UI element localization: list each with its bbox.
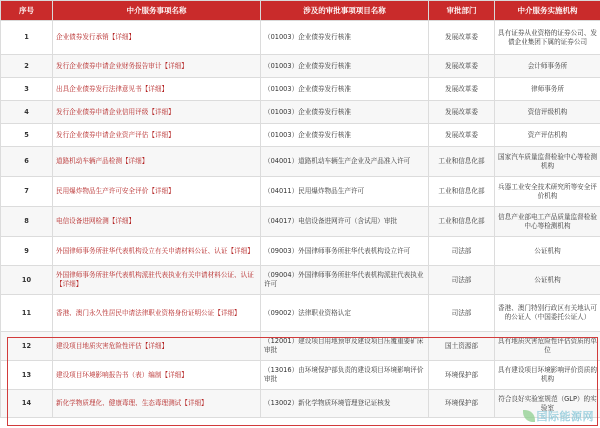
row-number: 6 bbox=[1, 147, 53, 177]
service-name-link[interactable]: 香港、澳门永久性居民申请法律职业资格身份证明公证 bbox=[56, 308, 215, 317]
row-number: 9 bbox=[1, 237, 53, 266]
approval-item: （09002）法律职业资格认定 bbox=[261, 295, 429, 332]
leaf-icon bbox=[523, 410, 535, 422]
row-number: 4 bbox=[1, 101, 53, 124]
service-name-cell bbox=[53, 147, 261, 177]
service-name-link[interactable]: 新化学物质理化、健康毒理、生态毒理测试 bbox=[56, 399, 182, 407]
table-header-row bbox=[1, 1, 600, 21]
approval-item: （01003）企业债券发行核准 bbox=[261, 78, 429, 101]
row-number: 11 bbox=[1, 295, 53, 332]
approval-item: （01003）企业债券发行核准 bbox=[261, 55, 429, 78]
watermark bbox=[523, 408, 595, 424]
department: 工业和信息化部 bbox=[429, 207, 495, 237]
agency: 资产评估机构 bbox=[495, 124, 600, 147]
approval-item: （04011）民用爆炸物品生产许可 bbox=[261, 177, 429, 207]
agency: 公证机构 bbox=[495, 266, 600, 295]
approval-item: （01003）企业债券发行核准 bbox=[261, 21, 429, 55]
service-name-cell bbox=[53, 295, 261, 332]
detail-link[interactable]: 【详细】 bbox=[141, 341, 169, 350]
detail-link[interactable]: 【详细】 bbox=[214, 308, 241, 317]
approval-item: （09003）外国律师事务所驻华代表机构设立许可 bbox=[261, 237, 429, 266]
agency: 信息产业部电工产品质量监督检验中心等检测机构 bbox=[495, 207, 600, 237]
department: 司法部 bbox=[429, 237, 495, 266]
table-row bbox=[1, 55, 600, 78]
service-name-link[interactable]: 企业债券发行承销 bbox=[56, 33, 109, 41]
department: 环境保护部 bbox=[429, 390, 495, 418]
detail-link[interactable]: 【详细】 bbox=[148, 130, 175, 139]
service-name-link[interactable]: 发行企业债券申请企业信用评级 bbox=[56, 107, 149, 116]
detail-link[interactable]: 【详细】 bbox=[141, 84, 169, 93]
service-name-link[interactable]: 外国律师事务所驻华代表机构设立有关申请材料公证、认证 bbox=[56, 246, 228, 255]
table-row bbox=[1, 21, 600, 55]
table-row bbox=[1, 147, 600, 177]
service-name-cell bbox=[53, 55, 261, 78]
agency: 资信评级机构 bbox=[495, 101, 600, 124]
department: 发展改革委 bbox=[429, 21, 495, 55]
row-number: 2 bbox=[1, 55, 53, 78]
service-name-cell bbox=[53, 361, 261, 390]
detail-link[interactable]: 【详细】 bbox=[56, 280, 83, 288]
header-service-name: 中介服务事项名称 bbox=[53, 1, 261, 21]
approval-item: （12001）建设项目用地预审及建设项目压覆重要矿床审批 bbox=[261, 332, 429, 361]
approval-item: （04017）电信设备进网许可（含试用）审批 bbox=[261, 207, 429, 237]
table-row bbox=[1, 332, 600, 361]
service-name-link[interactable]: 道路机动车辆产品检测 bbox=[56, 157, 122, 165]
service-name-cell bbox=[53, 101, 261, 124]
department: 环境保护部 bbox=[429, 361, 495, 390]
approval-item: （13016）由环境保护部负责的建设项目环境影响评价审批 bbox=[261, 361, 429, 390]
table-row bbox=[1, 207, 600, 237]
table-row bbox=[1, 177, 600, 207]
detail-link[interactable]: 【详细】 bbox=[108, 217, 136, 225]
agency: 具有建设项目环境影响评价资质的机构 bbox=[495, 361, 600, 390]
service-name-cell bbox=[53, 78, 261, 101]
department: 工业和信息化部 bbox=[429, 147, 495, 177]
agency: 国家汽车质量监督检验中心等检测机构 bbox=[495, 147, 600, 177]
service-name-link[interactable]: 电信设备进网检测 bbox=[56, 217, 109, 225]
approval-item: （09004）外国律师事务所驻华代表机构派驻代表执业许可 bbox=[261, 266, 429, 295]
row-number: 14 bbox=[1, 390, 53, 418]
service-name-cell bbox=[53, 177, 261, 207]
table-row bbox=[1, 78, 600, 101]
service-name-cell bbox=[53, 390, 261, 418]
detail-link[interactable]: 【详细】 bbox=[161, 370, 188, 379]
detail-link[interactable]: 【详细】 bbox=[181, 399, 208, 407]
department: 司法部 bbox=[429, 295, 495, 332]
service-name-cell bbox=[53, 332, 261, 361]
detail-link[interactable]: 【详细】 bbox=[148, 187, 175, 195]
row-number: 13 bbox=[1, 361, 53, 390]
department: 发展改革委 bbox=[429, 124, 495, 147]
service-name-cell bbox=[53, 124, 261, 147]
department: 发展改革委 bbox=[429, 55, 495, 78]
agency: 兵器工业安全技术研究所等安全评价机构 bbox=[495, 177, 600, 207]
header-no: 序号 bbox=[1, 1, 53, 21]
row-number: 3 bbox=[1, 78, 53, 101]
agency: 具有证券从业资格的证券公司、发债企业集团下属的证券公司 bbox=[495, 21, 600, 55]
service-name-link[interactable]: 发行企业债券申请企业财务报告审计 bbox=[56, 61, 162, 70]
detail-link[interactable]: 【详细】 bbox=[227, 246, 254, 255]
detail-link[interactable]: 【详细】 bbox=[121, 157, 149, 165]
service-name-link[interactable]: 民用爆炸物品生产许可安全评价 bbox=[56, 187, 149, 195]
detail-link[interactable]: 【详细】 bbox=[148, 107, 175, 116]
table-row bbox=[1, 295, 600, 332]
service-name-cell bbox=[53, 266, 261, 295]
table-body bbox=[1, 21, 600, 418]
header-agency: 中介服务实施机构 bbox=[495, 1, 600, 21]
detail-link[interactable]: 【详细】 bbox=[108, 33, 136, 41]
row-number: 5 bbox=[1, 124, 53, 147]
service-name-link[interactable]: 建设项目地质灾害危险性评估 bbox=[56, 341, 142, 350]
watermark-text: 国际能源网 bbox=[536, 410, 594, 423]
header-approval-item: 涉及的审批事项项目名称 bbox=[261, 1, 429, 21]
row-number: 1 bbox=[1, 21, 53, 55]
row-number: 10 bbox=[1, 266, 53, 295]
detail-link[interactable]: 【详细】 bbox=[161, 61, 188, 70]
table-row bbox=[1, 124, 600, 147]
approval-item: （01003）企业债券发行核准 bbox=[261, 101, 429, 124]
approval-item: （01003）企业债券发行核准 bbox=[261, 124, 429, 147]
row-number: 12 bbox=[1, 332, 53, 361]
agency: 香港、澳门特别行政区有关地认可的公证人（中国委托公证人） bbox=[495, 295, 600, 332]
department: 国土资源部 bbox=[429, 332, 495, 361]
table-row bbox=[1, 361, 600, 390]
service-name-cell bbox=[53, 237, 261, 266]
agency: 会计师事务所 bbox=[495, 55, 600, 78]
agency: 具有地质灾害危险性评估资质的单位 bbox=[495, 332, 600, 361]
service-name-link[interactable]: 发行企业债券申请企业资产评估 bbox=[56, 130, 149, 139]
service-name-cell bbox=[53, 21, 261, 55]
department: 司法部 bbox=[429, 266, 495, 295]
service-name-link[interactable]: 出具企业债券发行法律意见书 bbox=[56, 84, 142, 93]
agency: 公证机构 bbox=[495, 237, 600, 266]
service-name-link[interactable]: 建设项目环境影响报告书（表）编制 bbox=[56, 370, 162, 379]
row-number: 7 bbox=[1, 177, 53, 207]
service-name-link[interactable]: 外国律师事务所驻华代表机构派驻代表执业有关申请材料公证、认证 bbox=[56, 271, 254, 279]
table-row bbox=[1, 266, 600, 295]
department: 发展改革委 bbox=[429, 78, 495, 101]
approval-item: （13002）新化学物质环境管理登记证核发 bbox=[261, 390, 429, 418]
approval-item: （04001）道路机动车辆生产企业及产品准入许可 bbox=[261, 147, 429, 177]
service-name-cell bbox=[53, 207, 261, 237]
table-row bbox=[1, 101, 600, 124]
department: 发展改革委 bbox=[429, 101, 495, 124]
row-number: 8 bbox=[1, 207, 53, 237]
agency: 符合良好实验室规范（GLP）的实验室 bbox=[495, 390, 600, 418]
department: 工业和信息化部 bbox=[429, 177, 495, 207]
agency: 律师事务所 bbox=[495, 78, 600, 101]
header-department: 审批部门 bbox=[429, 1, 495, 21]
table-row bbox=[1, 237, 600, 266]
table-row bbox=[1, 390, 600, 418]
